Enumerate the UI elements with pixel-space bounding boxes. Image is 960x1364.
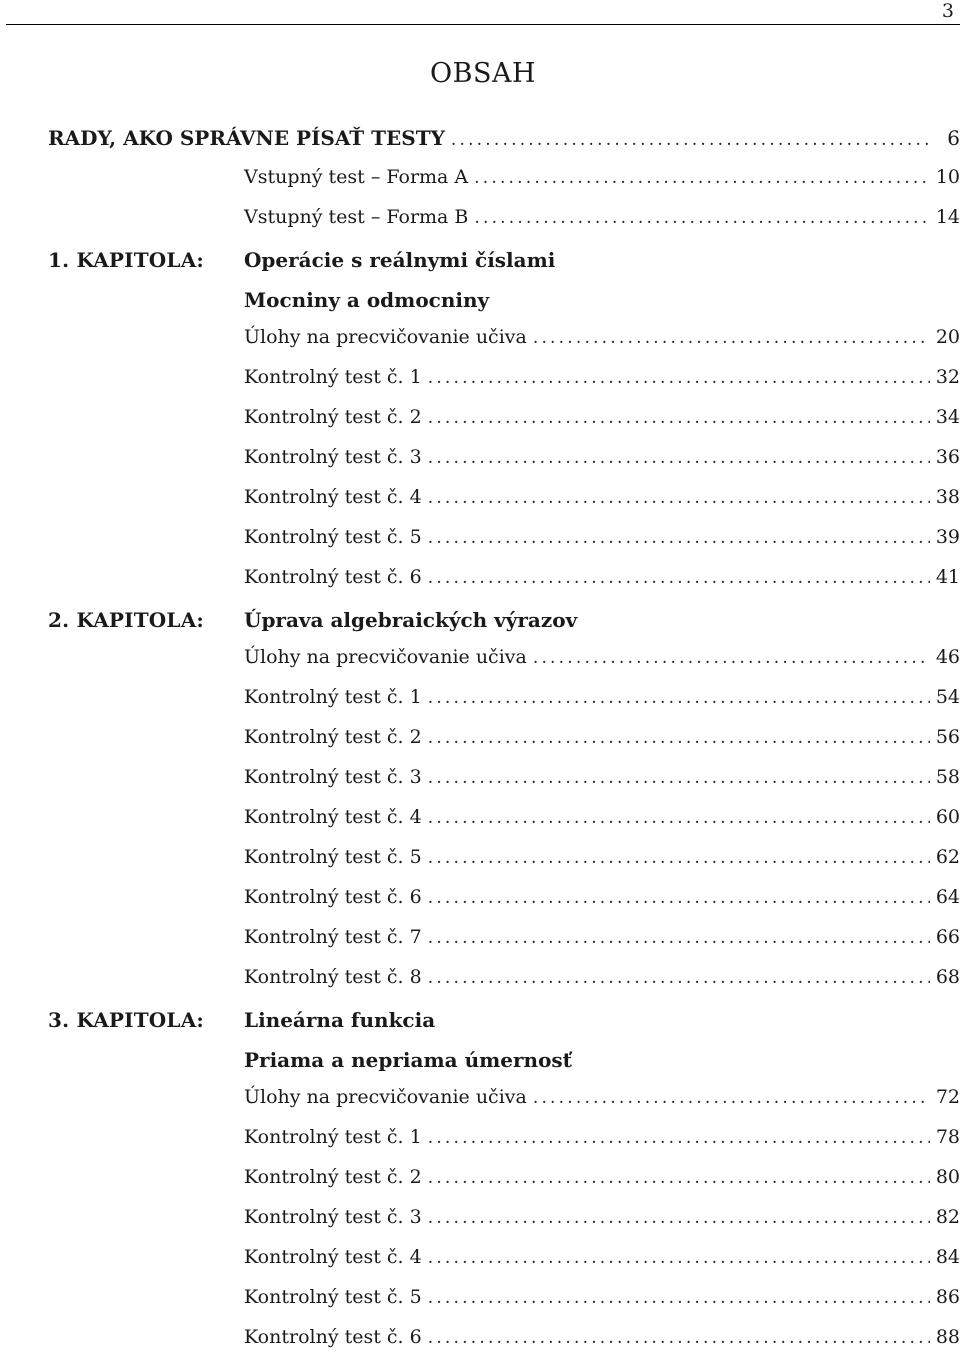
toc-entry[interactable]: [0, 1280, 960, 1320]
toc-entry[interactable]: [0, 200, 960, 240]
toc-entry-title: Vstupný test – Forma B: [244, 206, 469, 228]
toc-entry-title: Kontrolný test č. 4: [244, 806, 422, 828]
toc-entry[interactable]: [0, 440, 960, 480]
toc-entry[interactable]: [0, 800, 960, 840]
dot-leader: [533, 1088, 930, 1108]
toc-entry-page: 56: [935, 726, 960, 748]
dot-leader: [428, 448, 930, 468]
toc-entry-title: Kontrolný test č. 2: [244, 1166, 422, 1188]
toc-entry-page: 66: [935, 926, 960, 948]
toc-entry[interactable]: [0, 960, 960, 1000]
toc-entry-title: Kontrolný test č. 2: [244, 406, 422, 428]
toc-entry-page: 68: [935, 966, 960, 988]
chapter-heading-row: [0, 1000, 960, 1040]
toc-entry-title: Kontrolný test č. 5: [244, 1286, 422, 1308]
toc-entry-title: Kontrolný test č. 3: [244, 1206, 422, 1228]
toc-entry-title: RADY, AKO SPRÁVNE PÍSAŤ TESTY: [48, 126, 445, 150]
toc-entry-page: 32: [935, 366, 960, 388]
dot-leader: [428, 968, 930, 988]
toc-entry[interactable]: [0, 400, 960, 440]
toc-entry[interactable]: [0, 1160, 960, 1200]
toc-entry-page: 80: [935, 1166, 960, 1188]
toc-entry-title: Úlohy na precvičovanie učiva: [244, 1086, 527, 1108]
toc-entry[interactable]: [0, 840, 960, 880]
toc-entry-page: 84: [935, 1246, 960, 1268]
dot-leader: [428, 488, 930, 508]
toc-entry-title: Kontrolný test č. 1: [244, 686, 422, 708]
dot-leader: [428, 368, 930, 388]
chapter-heading-row: [0, 600, 960, 640]
toc-entry-page: 72: [935, 1086, 960, 1108]
toc-entry[interactable]: [0, 680, 960, 720]
toc-entry-title: Kontrolný test č. 8: [244, 966, 422, 988]
toc-entry[interactable]: [0, 1080, 960, 1120]
toc-entry-page: 10: [935, 166, 960, 188]
toc-entry[interactable]: [0, 160, 960, 200]
dot-leader: [428, 528, 930, 548]
toc-entry-title: Kontrolný test č. 3: [244, 446, 422, 468]
dot-leader: [428, 808, 930, 828]
toc-entry-title: Kontrolný test č. 5: [244, 846, 422, 868]
toc-entry-title: Kontrolný test č. 4: [244, 486, 422, 508]
chapter-heading-row: [0, 240, 960, 280]
chapter-heading: Úprava algebraických výrazov: [244, 608, 578, 632]
toc-entry-page: 46: [935, 646, 960, 668]
chapter-heading: Priama a nepriama úmernosť: [244, 1048, 572, 1072]
toc-entry-page: 58: [935, 766, 960, 788]
toc-entry-title: Kontrolný test č. 6: [244, 886, 422, 908]
toc-entry[interactable]: [0, 320, 960, 360]
dot-leader: [428, 1208, 930, 1228]
toc-entry[interactable]: [0, 1320, 960, 1360]
toc-entry-page: 41: [935, 566, 960, 588]
dot-leader: [428, 928, 930, 948]
toc-entry[interactable]: [0, 1200, 960, 1240]
dot-leader: [474, 168, 930, 188]
dot-leader: [428, 768, 930, 788]
dot-leader: [428, 1288, 930, 1308]
chapter-heading-row: [0, 280, 960, 320]
page-number: 3: [941, 0, 954, 22]
toc-entry-top[interactable]: [0, 120, 960, 160]
dot-leader: [428, 888, 930, 908]
dot-leader: [428, 1128, 930, 1148]
toc-entry-page: 62: [935, 846, 960, 868]
toc-entry-title: Kontrolný test č. 6: [244, 566, 422, 588]
toc-entry[interactable]: [0, 480, 960, 520]
toc-entry-page: 54: [935, 686, 960, 708]
toc-entry-title: Kontrolný test č. 5: [244, 526, 422, 548]
toc-entry-page: 20: [935, 326, 960, 348]
dot-leader: [428, 1328, 930, 1348]
toc-entry-page: 34: [935, 406, 960, 428]
chapter-label: 2. KAPITOLA:: [48, 608, 204, 632]
toc-entry-page: 82: [935, 1206, 960, 1228]
table-of-contents: [0, 120, 960, 1360]
dot-leader: [474, 208, 929, 228]
toc-entry-page: 36: [935, 446, 960, 468]
toc-entry[interactable]: [0, 560, 960, 600]
dot-leader: [533, 648, 930, 668]
dot-leader: [428, 568, 930, 588]
chapter-heading-row: [0, 1040, 960, 1080]
toc-entry-title: Kontrolný test č. 4: [244, 1246, 422, 1268]
toc-entry[interactable]: [0, 360, 960, 400]
page-title: OBSAH: [429, 58, 537, 89]
toc-entry-page: 88: [935, 1326, 960, 1348]
dot-leader: [428, 728, 930, 748]
toc-entry-title: Kontrolný test č. 2: [244, 726, 422, 748]
toc-entry-title: Kontrolný test č. 7: [244, 926, 422, 948]
toc-entry[interactable]: [0, 880, 960, 920]
dot-leader: [533, 328, 930, 348]
toc-entry-page: 14: [935, 206, 960, 228]
dot-leader: [428, 1168, 930, 1188]
header-rule: [6, 24, 960, 25]
toc-entry-page: 64: [935, 886, 960, 908]
toc-entry-page: 86: [935, 1286, 960, 1308]
dot-leader: [428, 848, 930, 868]
toc-entry-title: Úlohy na precvičovanie učiva: [244, 326, 527, 348]
dot-leader: [451, 130, 932, 150]
toc-entry-title: Kontrolný test č. 3: [244, 766, 422, 788]
toc-entry-page: 6: [947, 126, 960, 150]
toc-entry[interactable]: [0, 520, 960, 560]
toc-entry-title: Úlohy na precvičovanie učiva: [244, 646, 527, 668]
toc-entry-title: Vstupný test – Forma A: [244, 166, 469, 188]
toc-entry-title: Kontrolný test č. 6: [244, 1326, 422, 1348]
dot-leader: [428, 688, 930, 708]
toc-entry[interactable]: [0, 640, 960, 680]
dot-leader: [428, 1248, 930, 1268]
toc-entry[interactable]: [0, 1240, 960, 1280]
chapter-heading: Lineárna funkcia: [244, 1008, 436, 1032]
chapter-label: 3. KAPITOLA:: [48, 1008, 204, 1032]
toc-entry[interactable]: [0, 920, 960, 960]
chapter-heading: Mocniny a odmocniny: [244, 288, 490, 312]
toc-entry-title: Kontrolný test č. 1: [244, 366, 422, 388]
chapter-heading: Operácie s reálnymi číslami: [244, 248, 556, 272]
toc-entry-page: 78: [935, 1126, 960, 1148]
toc-entry-page: 39: [935, 526, 960, 548]
toc-entry[interactable]: [0, 720, 960, 760]
toc-entry-page: 60: [935, 806, 960, 828]
toc-entry[interactable]: [0, 760, 960, 800]
toc-entry-title: Kontrolný test č. 1: [244, 1126, 422, 1148]
toc-entry[interactable]: [0, 1120, 960, 1160]
toc-entry-page: 38: [935, 486, 960, 508]
dot-leader: [428, 408, 930, 428]
chapter-label: 1. KAPITOLA:: [48, 248, 204, 272]
